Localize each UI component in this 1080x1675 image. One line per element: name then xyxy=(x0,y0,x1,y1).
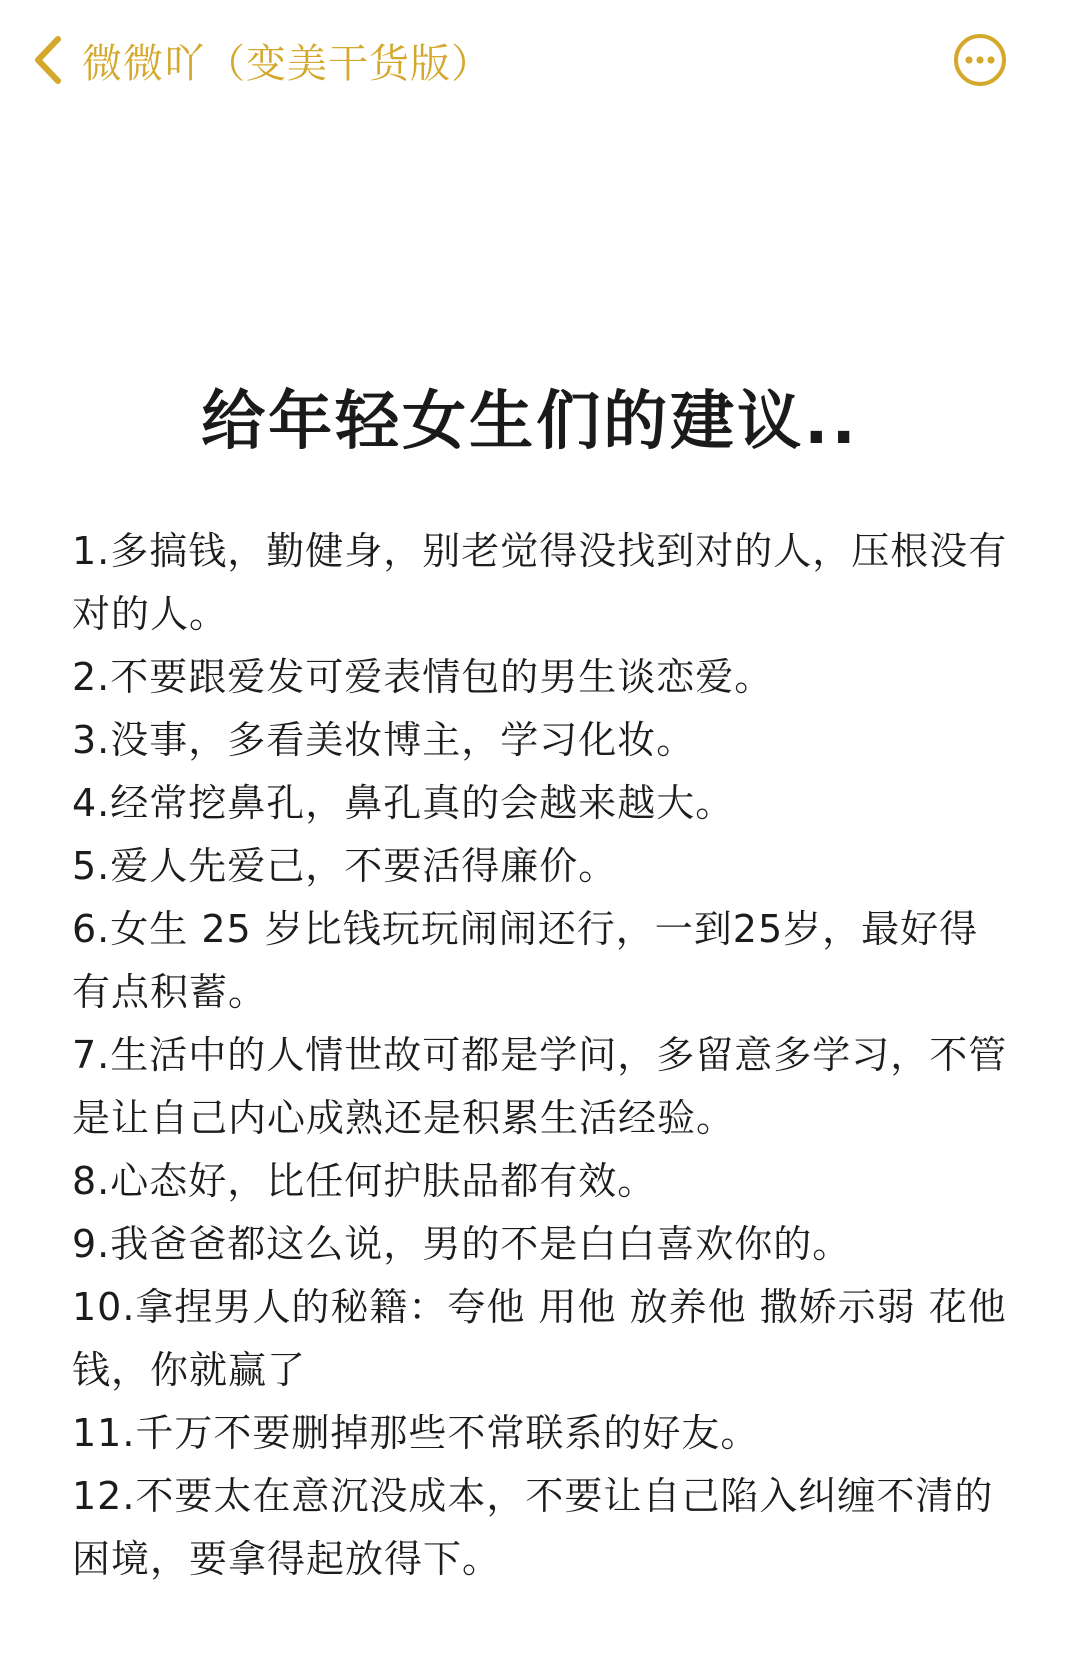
more-horizontal-circle-icon xyxy=(952,32,1008,88)
list-item: 12.不要太在意沉没成本，不要让自己陷入纠缠不清的困境，要拿得起放得下。 xyxy=(72,1474,994,1581)
list-item: 3.没事，多看美妆博主，学习化妆。 xyxy=(72,718,696,762)
list-item: 1.多搞钱，勤健身，别老觉得没找到对的人，压根没有对的人。 xyxy=(72,529,1008,636)
list-item: 2.不要跟爱发可爱表情包的男生谈恋爱。 xyxy=(72,655,774,699)
chevron-left-icon xyxy=(28,32,68,88)
back-button[interactable] xyxy=(28,28,492,92)
list-item: 7.生活中的人情世故可都是学问，多留意多学习，不管是让自己内心成熟还是积累生活经验。 xyxy=(72,1033,1008,1140)
note-title: 给年轻女生们的建议.. xyxy=(201,385,859,459)
list-item: 9.我爸爸都这么说，男的不是白白喜欢你的。 xyxy=(72,1222,852,1266)
navigation-bar xyxy=(0,0,1080,120)
list-item: 8.心态好，比任何护肤品都有效。 xyxy=(72,1159,657,1203)
list-item: 10.拿捏男人的秘籍：夸他 用他 放养他 撒娇示弱 花他钱，你就赢了 xyxy=(72,1285,1007,1392)
list-item: 4.经常挖鼻孔，鼻孔真的会越来越大。 xyxy=(72,781,735,825)
back-label: 微微吖（变美干货版） xyxy=(82,40,492,87)
list-item: 5.爱人先爱己，不要活得廉价。 xyxy=(72,844,618,888)
list-item: 11.千万不要删掉那些不常联系的好友。 xyxy=(72,1411,760,1455)
more-options-button[interactable] xyxy=(952,32,1008,88)
list-item: 6.女生 25 岁比钱玩玩闹闹还行，一到25岁，最好得有点积蓄。 xyxy=(72,907,979,1014)
advice-list xyxy=(72,520,1012,1591)
